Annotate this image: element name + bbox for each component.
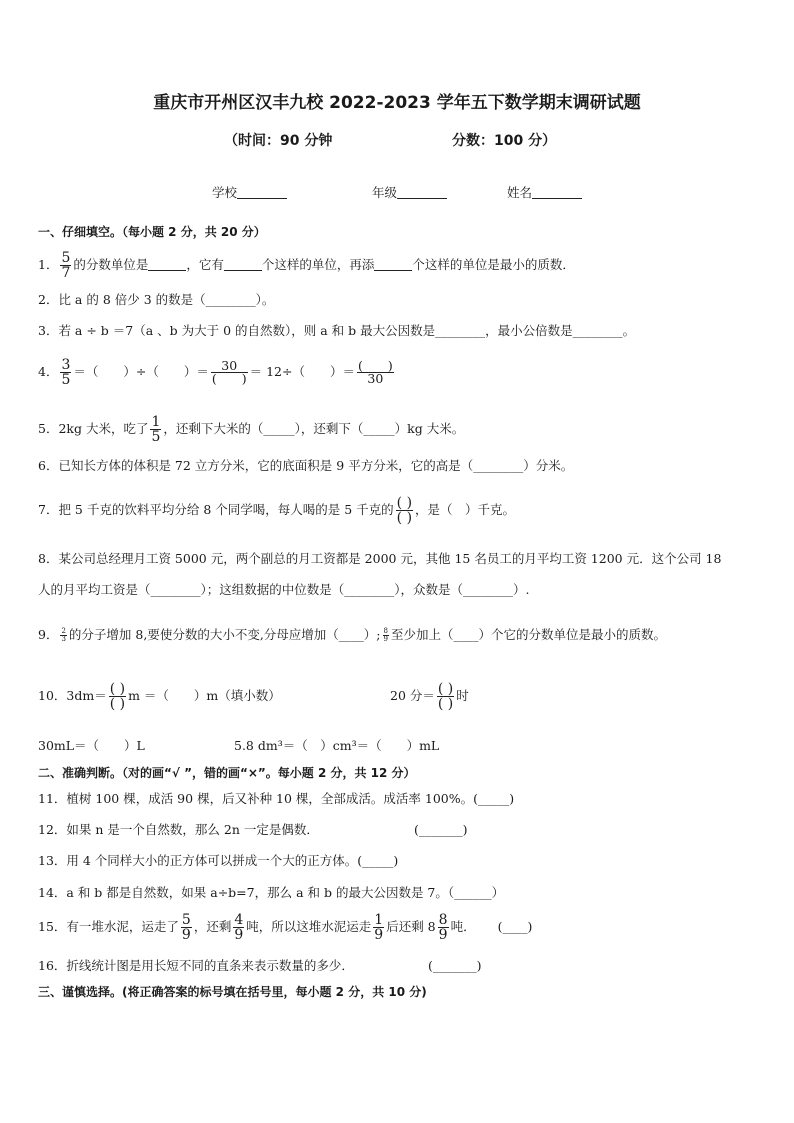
school-label: 学校 bbox=[212, 185, 238, 200]
question-10-part-2: 20 分＝ $\frac{( )}{( )}$ 时 bbox=[390, 681, 469, 712]
fraction: $\frac{( )}{( )}$ bbox=[437, 681, 454, 712]
question-1: 1． $\frac{5}{7}$ 的分数单位是 ，它有 个这样的单位，再添 个这样的单位是最小的质数． bbox=[38, 250, 575, 281]
fraction: $\frac{( )}{30}$ bbox=[357, 357, 393, 386]
fraction: $\frac{8}{9}$ bbox=[383, 627, 388, 643]
grade-blank[interactable] bbox=[397, 186, 447, 199]
answer-blank[interactable] bbox=[374, 258, 412, 271]
question-16-blank[interactable]: (_______) bbox=[428, 958, 482, 973]
question-7: 7．把 5 千克的饮料平均分给 8 个同学喝，每人喝的是 5 千克的 $\frac{( )}{( )}$ ，是（ ）千克。 bbox=[38, 495, 516, 526]
question-10-line-2b: 5.8 dm³＝（ ）cm³＝（ ）mL bbox=[234, 738, 440, 753]
fraction: $\frac{5}{7}$ bbox=[61, 250, 71, 281]
score-label: 分数：100 分） bbox=[452, 133, 557, 149]
question-3: 3．若 a ÷ b ＝7（a 、b 为大于 0 的自然数），则 a 和 b 最大公因数是________，最小公倍数是________。 bbox=[38, 323, 636, 338]
question-2: 2．比 a 的 8 倍少 3 的数是（________）。 bbox=[38, 292, 275, 307]
question-9: 9． $\frac{2}{3}$ 的分子增加 8,要使分数的大小不变,分母应增加（____）; $\frac{8}{9}$ 至少加上（____）个它的分数单位是最小的质数。 bbox=[38, 627, 666, 643]
question-5: 5．2kg 大米，吃了 $\frac{1}{5}$ ，还剩下大米的（_____），还剩下（_____）kg 大米。 bbox=[38, 414, 465, 445]
fraction: $\frac{5}{9}$ bbox=[181, 912, 191, 943]
answer-blank[interactable] bbox=[224, 258, 262, 271]
question-12: 12．如果 n 是一个自然数，那么 2n 一定是偶数． bbox=[38, 822, 319, 837]
question-12-blank[interactable]: (_______) bbox=[414, 822, 468, 837]
fraction: $\frac{( )}{( )}$ bbox=[109, 681, 126, 712]
grade-field bbox=[372, 183, 447, 201]
question-8-line-2: 人的月平均工资是（________）；这组数据的中位数是（________），众数是（________）. bbox=[38, 582, 530, 597]
answer-blank[interactable]: (____) bbox=[497, 919, 533, 934]
question-15: 15．有一堆水泥，运走了 $\frac{5}{9}$ ，还剩 $\frac{4}{9}$ 吨，所以这堆水泥运走 $\frac{1}{9}$ 后还剩 8 $\frac{8}{9}$ 吨． (____) bbox=[38, 912, 533, 943]
fraction: $\frac{3}{5}$ bbox=[61, 357, 71, 388]
fraction: $\frac{30}{( )}$ bbox=[211, 357, 247, 386]
name-label: 姓名 bbox=[507, 185, 533, 200]
question-10-line-2a: 30mL＝（ ）L bbox=[38, 738, 145, 753]
fraction: $\frac{4}{9}$ bbox=[234, 912, 244, 943]
question-13: 13．用 4 个同样大小的正方体可以拼成一个大的正方体。(_____) bbox=[38, 853, 399, 868]
page-title: 重庆市开州区汉丰九校 2022-2023 学年五下数学期末调研试题 bbox=[153, 93, 641, 113]
school-field bbox=[212, 183, 287, 201]
question-4: 4． $\frac{3}{5}$ ＝（ ）÷（ ）＝ $\frac{30}{( )}$ ＝ 12÷（ ）＝ $\frac{( )}{30}$ bbox=[38, 357, 393, 388]
section-3-heading: 三、谨慎选择。(将正确答案的标号填在括号里，每小题 2 分，共 10 分) bbox=[38, 985, 427, 999]
question-11: 11．植树 100 棵，成活 90 棵，后又补种 10 棵，全部成活。成活率 100%。(_____) bbox=[38, 791, 515, 806]
fraction: $\frac{2}{3}$ bbox=[61, 627, 66, 643]
grade-label: 年级 bbox=[372, 185, 398, 200]
fraction: $\frac{( )}{( )}$ bbox=[396, 495, 413, 526]
time-label: （时间：90 分钟 bbox=[224, 133, 333, 149]
section-2-heading: 二、准确判断。（对的画“√ ”，错的画“×”。每小题 2 分，共 12 分） bbox=[38, 766, 416, 780]
question-14: 14．a 和 b 都是自然数，如果 a÷b=7，那么 a 和 b 的最大公因数是 7。（______） bbox=[38, 885, 505, 900]
name-field bbox=[507, 183, 582, 201]
fraction: $\frac{1}{9}$ bbox=[374, 912, 384, 943]
answer-blank[interactable] bbox=[148, 258, 186, 271]
question-16: 16．折线统计图是用长短不同的直条来表示数量的多少． bbox=[38, 958, 354, 973]
question-8-line-1: 8．某公司总经理月工资 5000 元，两个副总的月工资都是 2000 元，其他 15 名员工的月平均工资 1200 元．这个公司 18 bbox=[38, 551, 722, 566]
question-10: 10．3dm＝ $\frac{( )}{( )}$ m ＝（ ）m（填小数） bbox=[38, 681, 281, 712]
school-blank[interactable] bbox=[237, 186, 287, 199]
fraction: $\frac{1}{5}$ bbox=[151, 414, 161, 445]
section-1-heading: 一、仔细填空。（每小题 2 分，共 20 分） bbox=[38, 225, 266, 239]
question-6: 6．已知长方体的体积是 72 立方分米，它的底面积是 9 平方分米，它的高是（________）分米。 bbox=[38, 458, 574, 473]
fraction: $\frac{8}{9}$ bbox=[438, 912, 448, 943]
name-blank[interactable] bbox=[532, 186, 582, 199]
